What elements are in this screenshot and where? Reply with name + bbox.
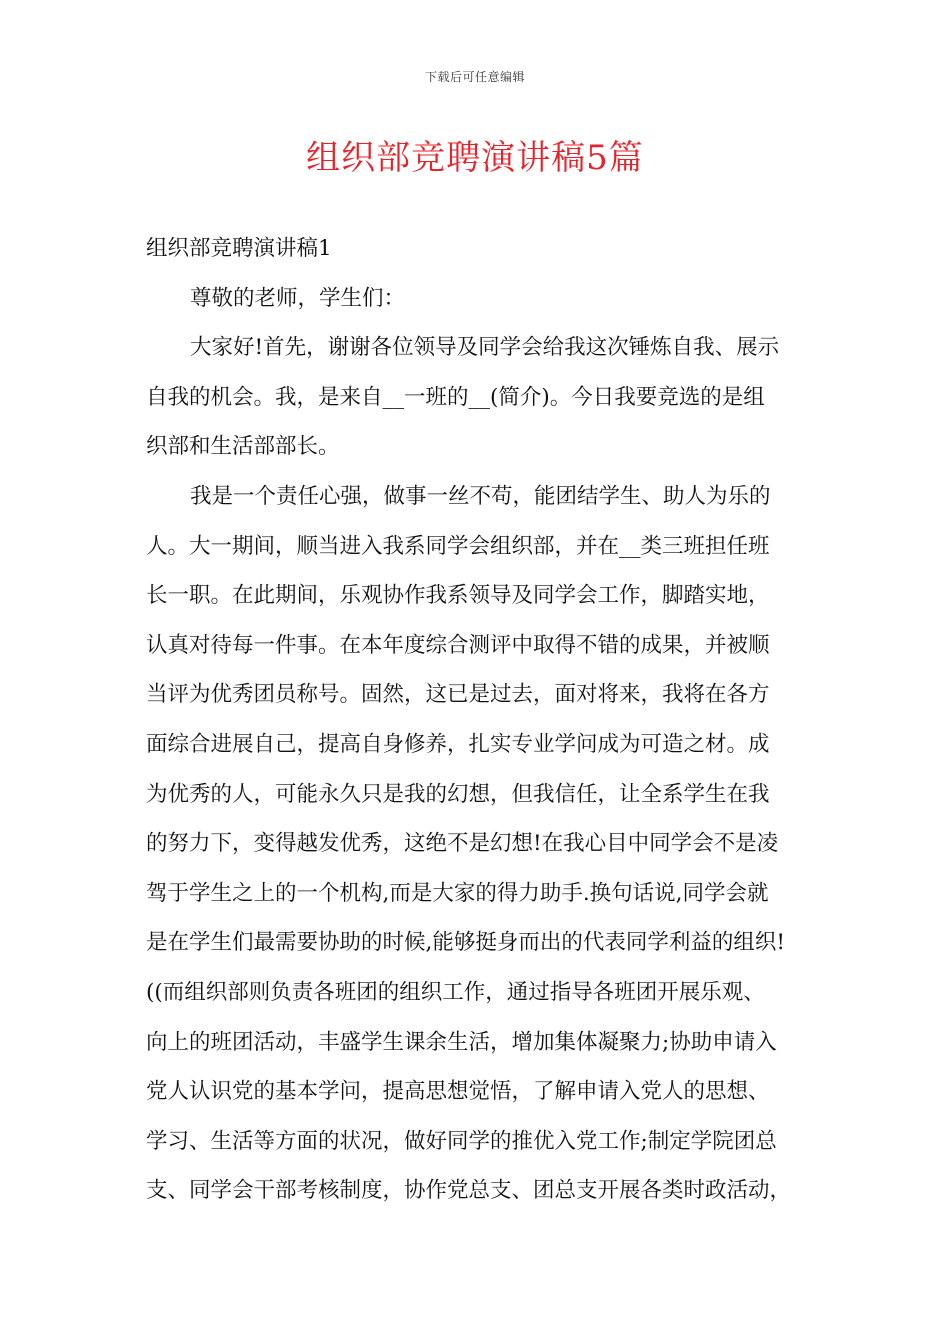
text-line: 我是一个责任心强，做事一丝不苟，能团结学生、助人为乐的 bbox=[190, 483, 771, 509]
text-line: 学习、生活等方面的状况，做好同学的推优入党工作;制定学院团总 bbox=[146, 1128, 777, 1154]
text-line: 织部和生活部部长。 bbox=[146, 434, 340, 460]
text-line: 当评为优秀团员称号。固然，这已是过去，面对将来，我将在各方 bbox=[146, 682, 770, 708]
text-line: 支、同学会干部考核制度，协作党总支、团总支开展各类时政活动， bbox=[146, 1178, 792, 1204]
text-line: 人。大一期间，顺当进入我系同学会组织部，并在__类三班担任班 bbox=[146, 533, 770, 559]
text-line: 是在学生们最需要协助的时候,能够挺身而出的代表同学利益的组织! bbox=[146, 930, 785, 956]
text-line: 尊敬的老师，学生们： bbox=[190, 285, 406, 311]
paragraph-lines bbox=[146, 274, 816, 1216]
section-heading: 组织部竞聘演讲稿1 bbox=[146, 236, 332, 261]
text-line: 为优秀的人，可能永久只是我的幻想，但我信任，让全系学生在我 bbox=[146, 781, 770, 807]
text-line: 党人认识党的基本学问，提高思想觉悟，了解申请入党人的思想、 bbox=[146, 1079, 770, 1105]
document-title: 组织部竞聘演讲稿5篇 bbox=[306, 138, 644, 178]
text-line: 认真对待每一件事。在本年度综合测评中取得不错的成果，并被顺 bbox=[146, 632, 770, 658]
text-line: 自我的机会。我，是来自__一班的__(简介)。今日我要竞选的是组 bbox=[146, 384, 765, 410]
text-line: 长一职。在此期间，乐观协作我系领导及同学会工作，脚踏实地， bbox=[146, 583, 770, 609]
text-line: ((而组织部则负责各班团的组织工作，通过指导各班团开展乐观、 bbox=[146, 979, 765, 1005]
text-line: 的努力下，变得越发优秀，这绝不是幻想!在我心目中同学会不是凌 bbox=[146, 831, 779, 857]
text-line: 驾于学生之上的一个机构,而是大家的得力助手.换句话说,同学会就 bbox=[146, 880, 769, 906]
text-line: 大家好!首先，谢谢各位领导及同学会给我这次锤炼自我、展示 bbox=[190, 335, 780, 361]
text-line: 向上的班团活动，丰盛学生课余生活，增加集体凝聚力;协助申请入 bbox=[146, 1029, 777, 1055]
text-line: 面综合进展自己，提高自身修养，扎实专业学问成为可造之材。成 bbox=[146, 731, 770, 757]
document-body bbox=[146, 224, 816, 1216]
header-note: 下载后可任意编辑 bbox=[424, 70, 525, 84]
